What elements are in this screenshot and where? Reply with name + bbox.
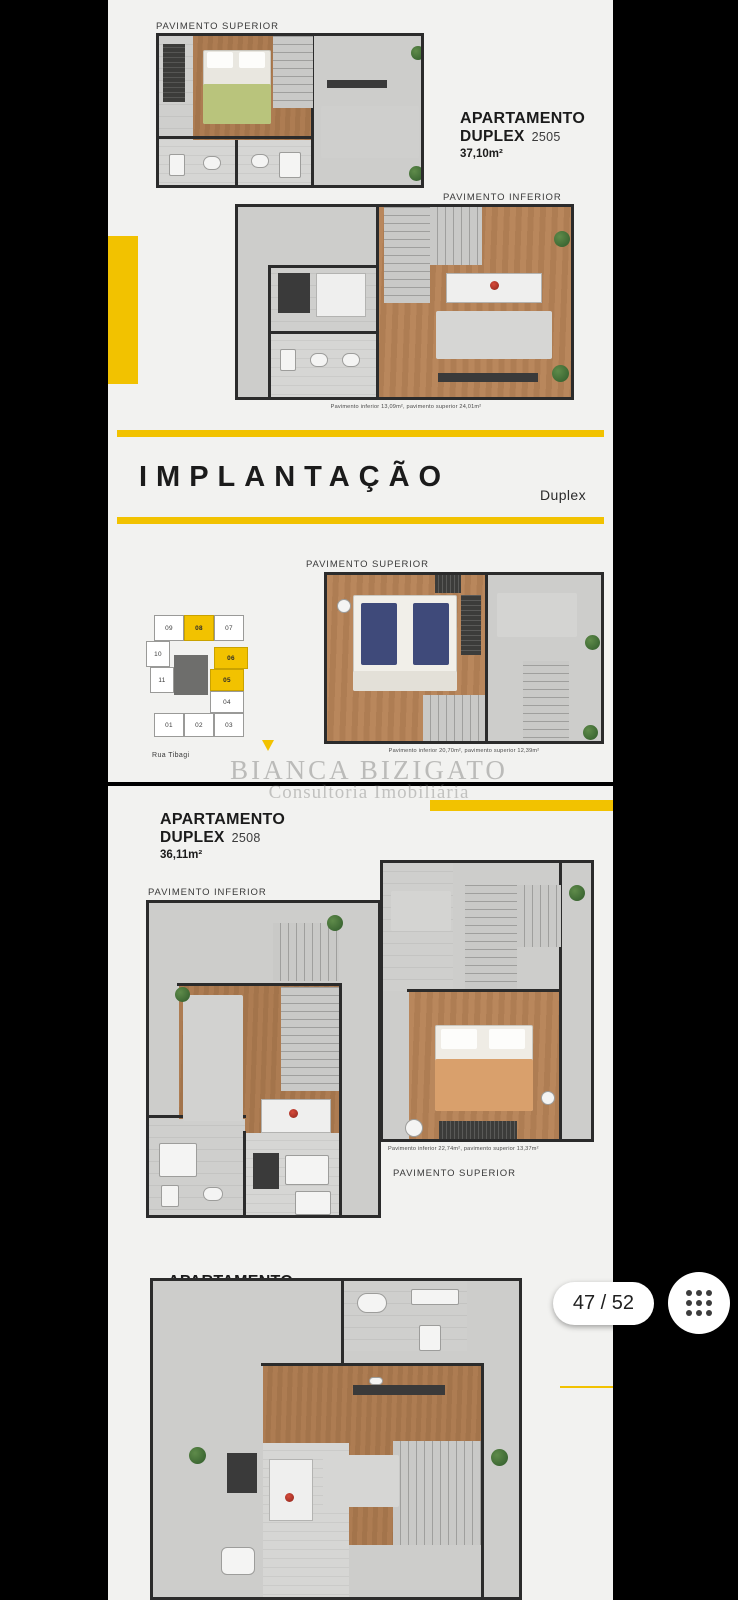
unit-2508-title: APARTAMENTO	[160, 811, 286, 828]
label-pavimento-inferior-2508: PAVIMENTO INFERIOR	[148, 887, 267, 898]
page-indicator[interactable]: 47 / 52	[553, 1282, 654, 1325]
unit-2505-title: APARTAMENTO	[460, 110, 586, 127]
keyplan-cell-06: 06	[214, 647, 248, 669]
keyplan-cell-09: 09	[154, 615, 184, 641]
unit-2508-subtitle: DUPLEX	[160, 829, 225, 847]
keyplan-cell-08: 08	[184, 615, 214, 641]
grid-dots-icon	[686, 1290, 712, 1316]
note-2505: Pavimento inferior 13,09m², pavimento superior 24,01m²	[330, 404, 482, 410]
unit-2508-heading	[160, 811, 285, 861]
keyplan-cell-07: 07	[214, 615, 244, 641]
keyplan-north-arrow	[262, 740, 274, 751]
floorplan-2505-inferior	[235, 204, 574, 400]
document-page-47	[108, 0, 613, 782]
note-lower-unit: Pavimento inferior 20,70m², pavimento superior 12,39m²	[388, 748, 540, 754]
keyplan-cell-03: 03	[214, 713, 244, 737]
menu-button[interactable]	[668, 1272, 730, 1334]
label-pavimento-superior-lower: PAVIMENTO SUPERIOR	[306, 559, 429, 570]
unit-2508-number: 2508	[231, 831, 261, 846]
accent-bar-top	[430, 800, 613, 811]
document-page-48	[108, 786, 613, 1600]
floorplan-2506-inferior	[150, 1278, 522, 1600]
watermark-tagline: Consultoria Imobiliária	[268, 782, 470, 803]
keyplan-core	[174, 655, 208, 695]
keyplan-cell-11: 11	[150, 667, 174, 693]
implantacao-title: IMPLANTAÇÃO	[139, 460, 451, 493]
keyplan-cell-10: 10	[146, 641, 170, 667]
floorplan-2508-inferior	[146, 900, 381, 1218]
label-pavimento-superior-2508: PAVIMENTO SUPERIOR	[393, 1168, 516, 1179]
watermark-name: BIANCA BIZIGATO	[230, 755, 508, 785]
keyplan-cell-04: 04	[210, 691, 244, 713]
floorplan-2508-superior	[380, 860, 594, 1142]
unit-2505-heading	[460, 110, 585, 160]
implantacao-band	[117, 430, 604, 524]
unit-2505-number: 2505	[531, 130, 561, 145]
keyplan-cell-01: 01	[154, 713, 184, 737]
keyplan-cell-02: 02	[184, 713, 214, 737]
floorplan-2505-superior	[156, 33, 424, 188]
unit-2505-area: 37,10m²	[460, 148, 503, 161]
keyplan-diagram	[146, 605, 276, 740]
floorplan-lower-superior	[324, 572, 604, 744]
label-pavimento-inferior-2505: PAVIMENTO INFERIOR	[443, 192, 562, 203]
label-pavimento-superior-2505: PAVIMENTO SUPERIOR	[156, 21, 279, 32]
keyplan-street-label: Rua Tibagi	[152, 752, 190, 759]
note-2508: Pavimento inferior 22,74m², pavimento superior 13,37m²	[388, 1146, 539, 1152]
keyplan-cell-05: 05	[210, 669, 244, 691]
accent-line-right	[560, 1386, 613, 1388]
unit-2505-subtitle: DUPLEX	[460, 128, 525, 146]
unit-2508-area: 36,11m²	[160, 849, 203, 862]
accent-block-left	[108, 236, 138, 384]
implantacao-subtitle: Duplex	[540, 487, 586, 503]
